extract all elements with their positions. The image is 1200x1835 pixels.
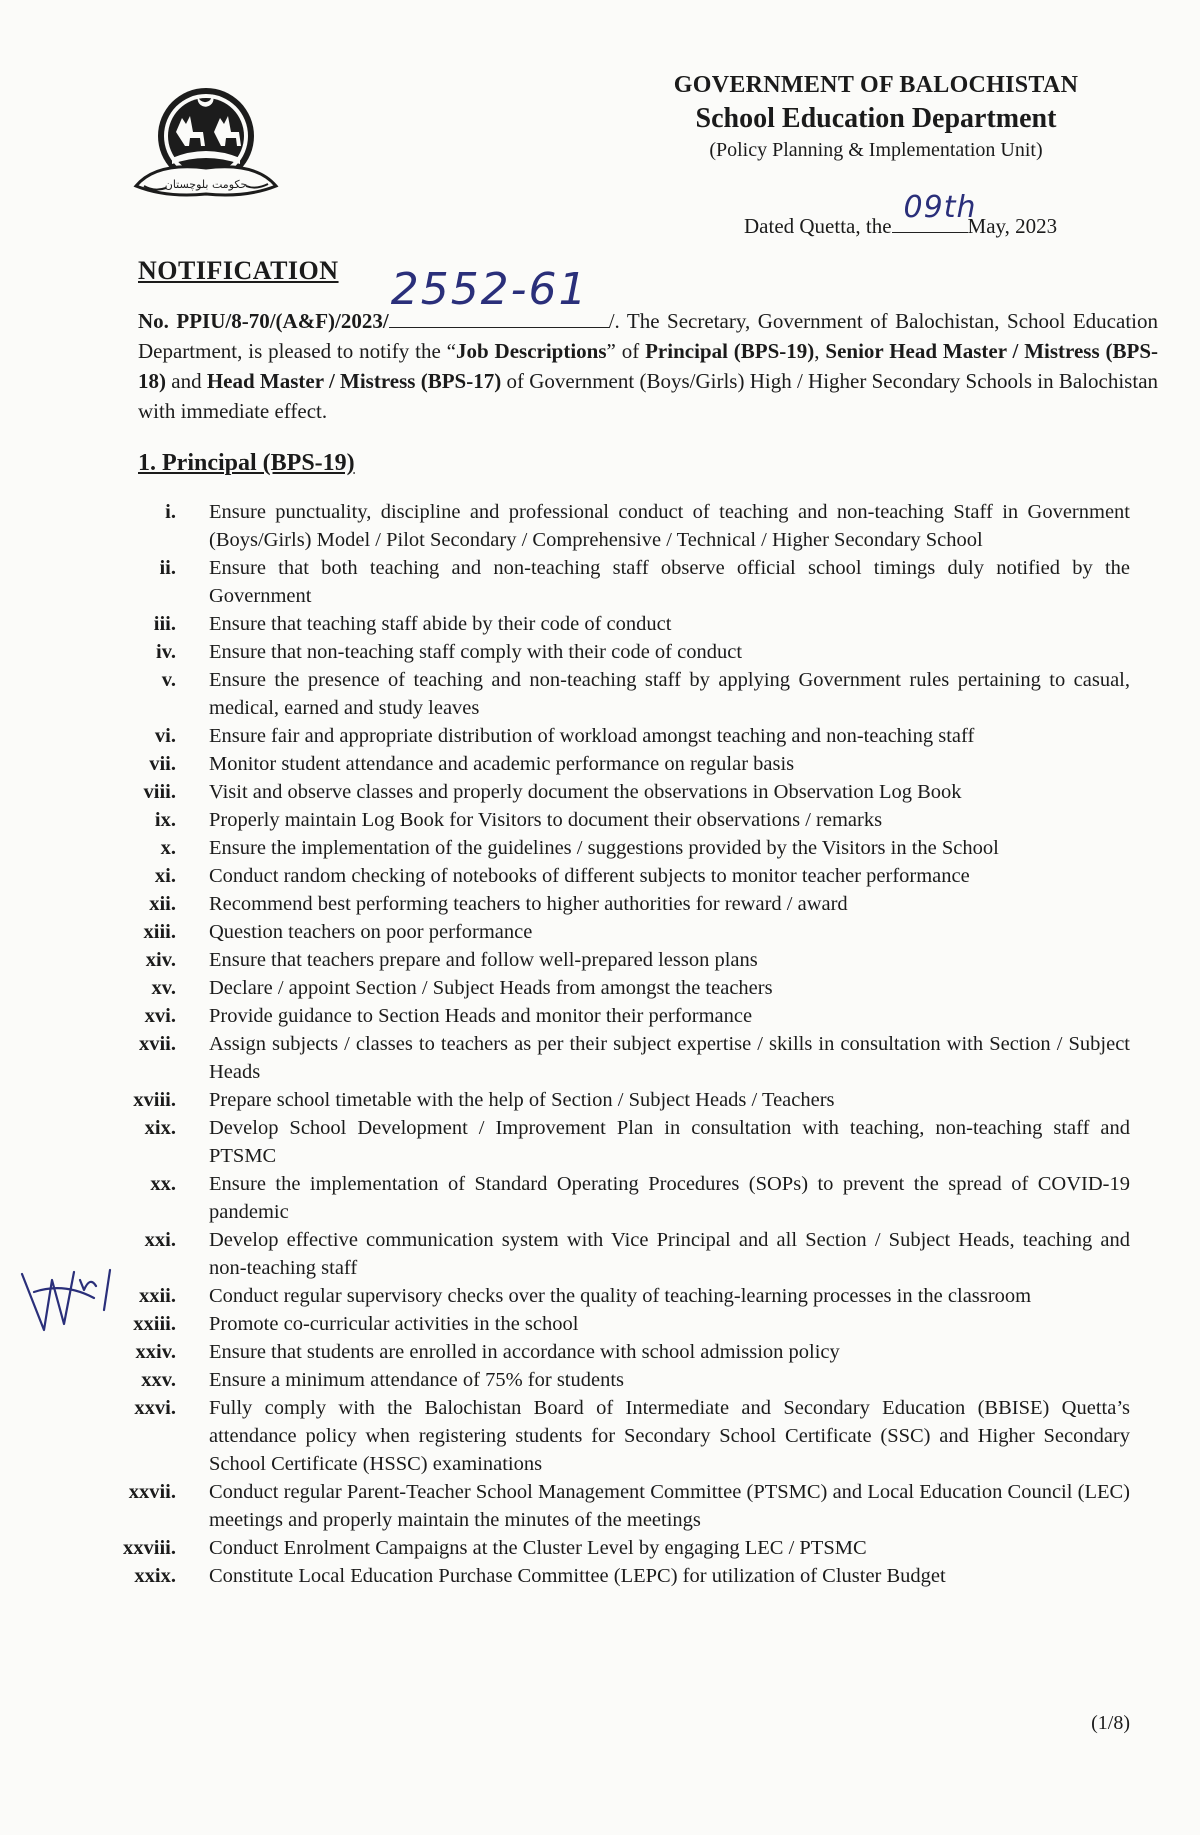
duty-number: xx.	[150, 1173, 176, 1195]
letterhead	[616, 72, 1136, 162]
intro-senior-head: Senior Head Master / Mistress (BPS-18)	[138, 339, 1159, 393]
duty-item	[110, 1226, 1130, 1282]
duty-item	[110, 918, 1130, 946]
duty-item	[110, 974, 1130, 1002]
intro-head: Head Master / Mistress (BPS-17)	[206, 369, 502, 393]
duty-text: Develop School Development / Improvement Plan in consultation with teaching, non-teaching staff and PTSMC	[209, 1117, 1130, 1167]
duty-text: Conduct regular supervisory checks over the quality of teaching-learning processes in the classroom	[209, 1285, 1032, 1307]
duty-text: Constitute Local Education Purchase Committee (LEPC) for utilization of Cluster Budget	[209, 1565, 946, 1587]
duty-text: Conduct random checking of notebooks of different subjects to monitor teacher performance	[209, 865, 970, 887]
duty-item	[110, 498, 1130, 554]
duty-item	[110, 1170, 1130, 1226]
duty-number: vi.	[154, 725, 176, 747]
duty-item	[110, 666, 1130, 722]
duty-number: xxix.	[134, 1565, 176, 1587]
department-name: School Education Department	[695, 103, 1057, 134]
duty-number: ii.	[159, 557, 176, 579]
duty-item	[110, 1282, 1130, 1310]
emblem-caption: حکومت بلوچستان	[164, 178, 248, 191]
duty-text: Ensure fair and appropriate distribution of workload amongst teaching and non-teaching staff	[209, 725, 975, 747]
duty-number: xii.	[149, 893, 176, 915]
duty-number: xxvii.	[128, 1481, 176, 1503]
duty-text: Ensure the presence of teaching and non-teaching staff by applying Government rules pertaining to casual, medical, earned and study leaves	[209, 669, 1130, 719]
duty-item	[110, 1394, 1130, 1478]
handwritten-day: 09th	[903, 190, 977, 225]
date-prefix: Dated Quetta, the	[744, 214, 892, 238]
duty-number: xiv.	[145, 949, 176, 971]
duty-item	[110, 1114, 1130, 1170]
duty-item	[110, 1478, 1130, 1534]
duty-text: Declare / appoint Section / Subject Heads from amongst the teachers	[209, 977, 773, 999]
intro-text-1: The Secretary, Government of Balochistan, School Education Department, is pleased to notify the “	[138, 309, 1158, 363]
duty-number: xxviii.	[123, 1537, 176, 1559]
duty-number: xix.	[144, 1117, 176, 1139]
duty-item	[110, 1002, 1130, 1030]
duty-item	[110, 1086, 1130, 1114]
duty-item	[110, 1338, 1130, 1366]
duty-number: v.	[161, 669, 176, 691]
duty-number: xxiii.	[133, 1313, 176, 1335]
duty-number: xxi.	[144, 1229, 176, 1251]
unit-name: (Policy Planning & Implementation Unit)	[709, 139, 1043, 161]
duty-item	[110, 1310, 1130, 1338]
reference-end: /.	[608, 309, 620, 333]
duty-item	[110, 638, 1130, 666]
duty-item	[110, 806, 1130, 834]
duty-number: i.	[165, 501, 176, 523]
duty-number: ix.	[154, 809, 176, 831]
duty-text: Provide guidance to Section Heads and monitor their performance	[209, 1005, 753, 1027]
date-suffix: May, 2023	[967, 214, 1058, 238]
date-blank	[892, 190, 977, 233]
duty-number: xv.	[151, 977, 176, 999]
duties-list	[110, 498, 1130, 1590]
intro-and: and	[166, 369, 207, 393]
intro-principal: Principal (BPS-19)	[645, 339, 815, 363]
duty-text: Fully comply with the Balochistan Board of Intermediate and Secondary Education (BBISE) Quetta’s attendance policy when registering students for Secondary School Certificate (SSC) and Higher Secondary School Certificate (HSSC) examinations	[209, 1397, 1130, 1475]
duty-item	[110, 862, 1130, 890]
duty-item	[110, 778, 1130, 806]
balochistan-emblem-logo	[128, 74, 284, 206]
reference-blank	[389, 264, 609, 328]
duty-text: Recommend best performing teachers to higher authorities for reward / award	[209, 893, 848, 915]
duty-number: xxiv.	[135, 1341, 176, 1363]
duty-text: Conduct Enrolment Campaigns at the Cluster Level by engaging LEC / PTSMC	[209, 1537, 867, 1559]
margin-initials-signature	[14, 1262, 124, 1342]
intro-comma: ,	[814, 339, 826, 363]
duty-number: xi.	[154, 865, 176, 887]
duty-number: xiii.	[143, 921, 176, 943]
duty-text: Ensure that teaching staff abide by their code of conduct	[209, 613, 672, 635]
date-line	[744, 190, 1058, 239]
duty-number: xxii.	[138, 1285, 176, 1307]
notification-title: NOTIFICATION	[138, 256, 339, 285]
duty-text: Assign subjects / classes to teachers as per their subject expertise / skills in consultation with Section / Subject Heads	[209, 1033, 1130, 1083]
duty-text: Ensure that teachers prepare and follow well-prepared lesson plans	[209, 949, 758, 971]
page-number: (1/8)	[1091, 1712, 1130, 1734]
duty-text: Promote co-curricular activities in the school	[209, 1313, 579, 1335]
duty-text: Properly maintain Log Book for Visitors to document their observations / remarks	[209, 809, 883, 831]
duty-item	[110, 1030, 1130, 1086]
duty-text: Ensure that non-teaching staff comply with their code of conduct	[209, 641, 743, 663]
duty-text: Develop effective communication system with Vice Principal and all Section / Subject Heads, teaching and non-teaching staff	[209, 1229, 1130, 1279]
duty-number: xxv.	[141, 1369, 176, 1391]
duty-number: x.	[160, 837, 176, 859]
duty-number: xvi.	[144, 1005, 176, 1027]
duty-text: Question teachers on poor performance	[209, 921, 533, 943]
duty-item	[110, 1366, 1130, 1394]
duty-number: xxvi.	[134, 1397, 176, 1419]
duty-text: Visit and observe classes and properly document the observations in Observation Log Book	[209, 781, 962, 803]
duty-text: Ensure a minimum attendance of 75% for students	[209, 1369, 625, 1391]
intro-text-2: ” of	[606, 339, 646, 363]
duty-item	[110, 1534, 1130, 1562]
duty-item	[110, 750, 1130, 778]
duty-item	[110, 722, 1130, 750]
duty-number: viii.	[143, 781, 176, 803]
duty-number: vii.	[149, 753, 176, 775]
duty-text: Ensure that both teaching and non-teaching staff observe official school timings duly notified by the Government	[209, 557, 1130, 607]
duty-item	[110, 946, 1130, 974]
reference-number: No. PPIU/8-70/(A&F)/2023/	[138, 309, 389, 333]
duty-item	[110, 554, 1130, 610]
intro-job-descriptions: Job Descriptions	[456, 339, 607, 363]
duty-text: Ensure that students are enrolled in accordance with school admission policy	[209, 1341, 840, 1363]
handwritten-reference: 2552-61	[390, 264, 589, 315]
duty-item	[110, 610, 1130, 638]
duty-number: xvii.	[138, 1033, 176, 1055]
duty-number: iv.	[156, 641, 176, 663]
duty-item	[110, 890, 1130, 918]
duty-item	[110, 1562, 1130, 1590]
duty-text: Prepare school timetable with the help of Section / Subject Heads / Teachers	[209, 1089, 835, 1111]
duty-number: xviii.	[133, 1089, 176, 1111]
duty-number: iii.	[153, 613, 176, 635]
duty-item	[110, 834, 1130, 862]
duty-text: Ensure punctuality, discipline and professional conduct of teaching and non-teaching Staff in Government (Boys/Girls) Model / Pilot Secondary / Comprehensive / Technical / Higher Secondary School	[209, 501, 1130, 551]
duty-text: Conduct regular Parent-Teacher School Management Committee (PTSMC) and Local Education Council (LEC) meetings and properly maintain the minutes of the meetings	[209, 1481, 1130, 1531]
section-title: 1. Principal (BPS-19)	[138, 450, 355, 476]
duty-text: Ensure the implementation of the guidelines / suggestions provided by the Visitors in the School	[209, 837, 999, 859]
duty-text: Monitor student attendance and academic performance on regular basis	[209, 753, 795, 775]
intro-text-3: of Government (Boys/Girls) High / Higher Secondary Schools in Balochistan with immediate effect.	[138, 369, 1159, 423]
government-name: GOVERNMENT OF BALOCHISTAN	[673, 72, 1079, 98]
duty-text: Ensure the implementation of Standard Operating Procedures (SOPs) to prevent the spread of COVID-19 pandemic	[209, 1173, 1130, 1223]
